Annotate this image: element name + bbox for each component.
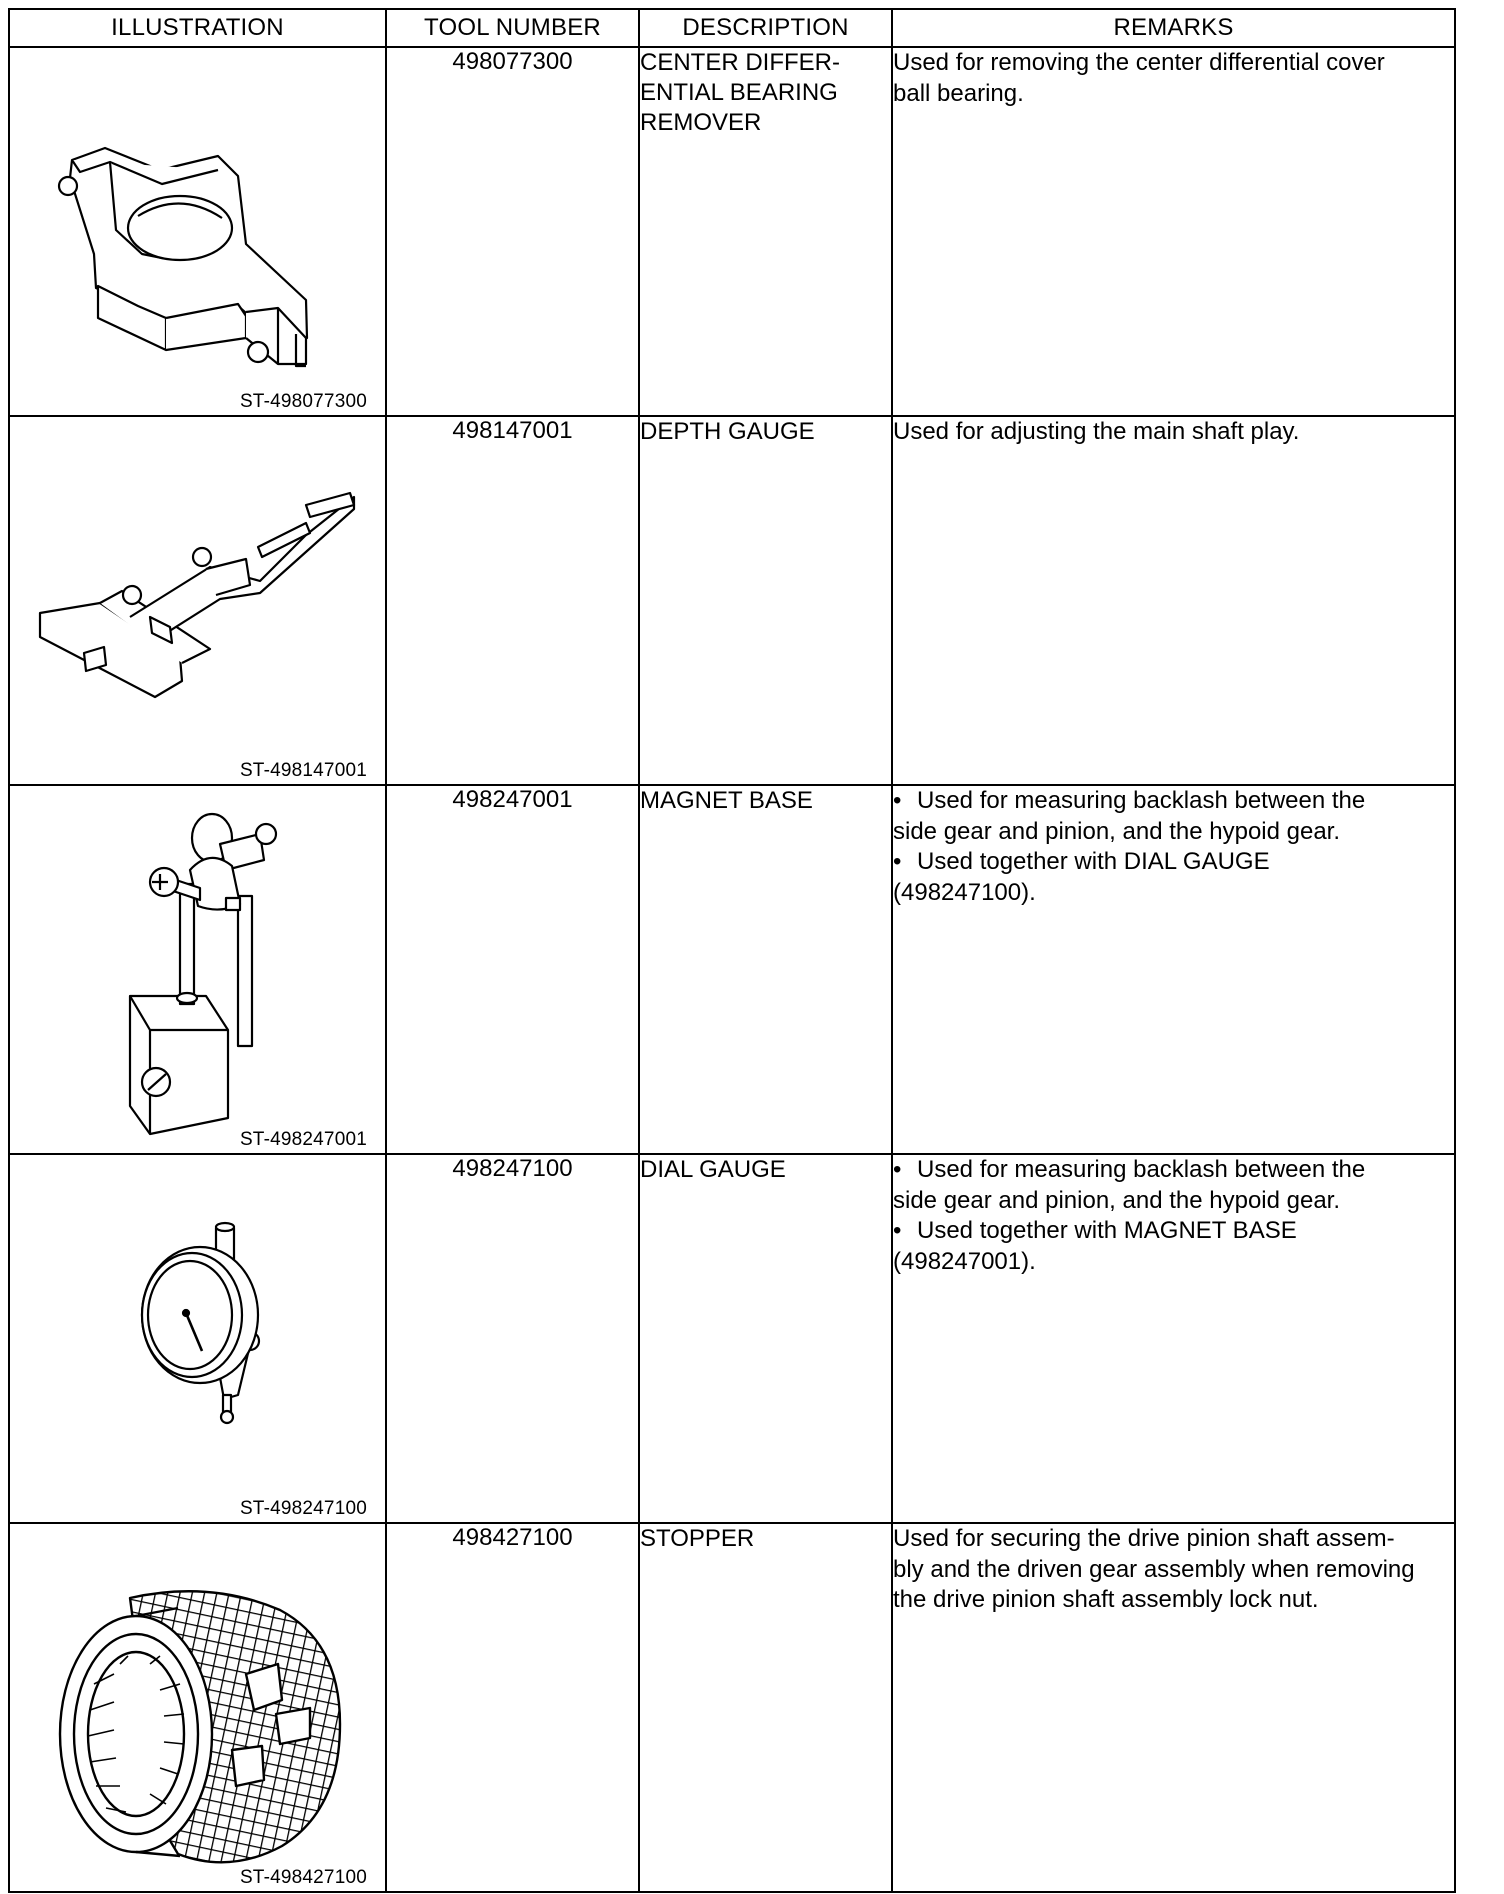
illustration-caption: ST-498427100 — [239, 1867, 367, 1888]
description: MAGNET BASE — [639, 785, 892, 1154]
illustration-cell — [9, 1523, 386, 1892]
tool-number: 498147001 — [386, 416, 639, 785]
header-row — [9, 9, 1455, 47]
header-remarks: REMARKS — [892, 9, 1455, 47]
bullet-icon: • — [893, 787, 902, 814]
stopper-icon — [10, 1524, 387, 1891]
dial-gauge-icon — [10, 1155, 387, 1522]
description: CENTER DIFFER- ENTIAL BEARING REMOVER — [639, 47, 892, 416]
illustration-caption: ST-498247100 — [239, 1498, 367, 1519]
illustration-cell — [9, 47, 386, 416]
remarks: Used for adjusting the main shaft play. — [892, 416, 1455, 785]
illustration-caption: ST-498247001 — [239, 1129, 367, 1150]
header-description: DESCRIPTION — [639, 9, 892, 47]
illustration-caption: ST-498147001 — [239, 760, 367, 781]
depth-gauge-icon — [10, 417, 387, 784]
table-row — [9, 1523, 1455, 1892]
list-item: • Used together with MAGNET BASE — [893, 1216, 1454, 1247]
table-row — [9, 47, 1455, 416]
bearing-remover-icon — [10, 48, 387, 415]
tool-number: 498247001 — [386, 785, 639, 1154]
magnet-base-icon — [10, 786, 387, 1153]
tool-number: 498247100 — [386, 1154, 639, 1523]
description: STOPPER — [639, 1523, 892, 1892]
table-row — [9, 785, 1455, 1154]
bullet-icon: • — [893, 1217, 902, 1244]
remarks: • Used for measuring backlash between the side gear and pinion, and the hypoid gear. • Used together with MAGNET BASE (498247001). — [892, 1154, 1455, 1523]
remarks: Used for removing the center differential cover ball bearing. — [892, 47, 1455, 416]
special-tools-table — [8, 8, 1456, 1893]
remarks: • Used for measuring backlash between the side gear and pinion, and the hypoid gear. • Used together with DIAL GAUGE (498247100). — [892, 785, 1455, 1154]
tool-number: 498427100 — [386, 1523, 639, 1892]
bullet-icon: • — [893, 848, 902, 875]
header-illustration: ILLUSTRATION — [9, 9, 386, 47]
illustration-caption: ST-498077300 — [239, 391, 367, 412]
illustration-cell — [9, 1154, 386, 1523]
table-row — [9, 416, 1455, 785]
list-item: • Used for measuring backlash between the — [893, 1155, 1454, 1186]
description: DEPTH GAUGE — [639, 416, 892, 785]
description: DIAL GAUGE — [639, 1154, 892, 1523]
tool-number: 498077300 — [386, 47, 639, 416]
illustration-cell — [9, 785, 386, 1154]
bullet-icon: • — [893, 1156, 902, 1183]
table-row — [9, 1154, 1455, 1523]
header-tool-number: TOOL NUMBER — [386, 9, 639, 47]
list-item: • Used for measuring backlash between the — [893, 786, 1454, 817]
remarks: Used for securing the drive pinion shaft assem- bly and the driven gear assembly when removing the drive pinion shaft assembly lock nut. — [892, 1523, 1455, 1892]
list-item: • Used together with DIAL GAUGE — [893, 847, 1454, 878]
illustration-cell — [9, 416, 386, 785]
